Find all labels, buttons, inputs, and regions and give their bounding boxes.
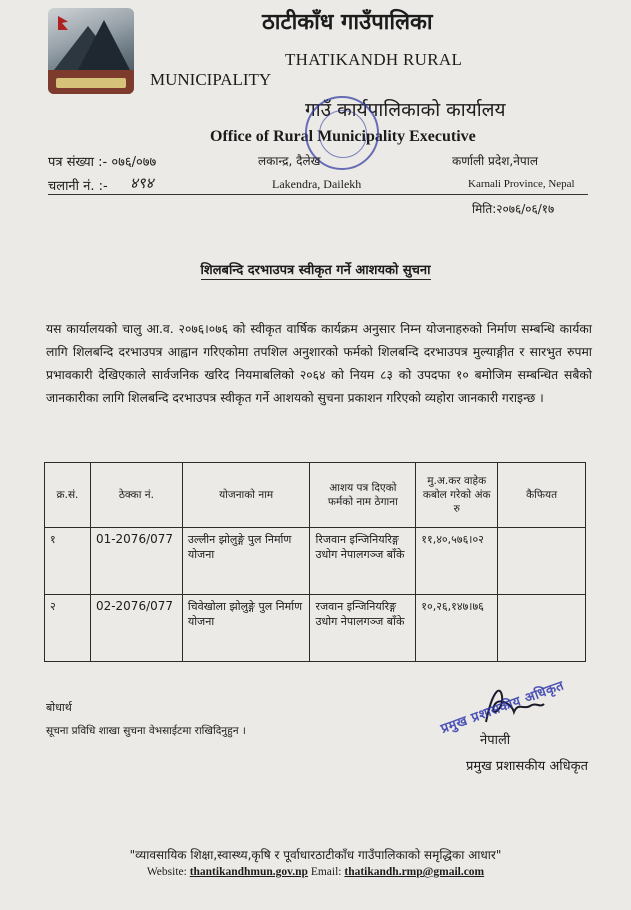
english-title-line1: THATIKANDH RURAL: [285, 50, 463, 69]
cell-sn: २: [45, 595, 91, 662]
table-header-row: [45, 463, 586, 528]
footer-contact: [0, 866, 631, 878]
notice-subject: [0, 260, 631, 278]
col-header-remarks: कैफियत: [498, 463, 586, 528]
contract-table: [44, 462, 586, 662]
col-header-sn: क्र.सं.: [45, 463, 91, 528]
nepali-province: कर्णाली प्रदेश,नेपाल: [452, 154, 538, 168]
letter-date: मिति:२०७६/०६/१७: [472, 202, 555, 216]
signatory-name: नेपाली: [480, 733, 511, 748]
english-office-title: Office of Rural Municipality Executive: [210, 128, 476, 145]
cell-project-name: चिवेखोला झोलुङ्गे पुल निर्माण योजना: [182, 595, 310, 662]
reference-number: पत्र संख्या :- ०७६/०७७: [48, 155, 157, 170]
cell-sn: १: [45, 528, 91, 595]
cell-amount: ११,४०,५७६।०२: [416, 528, 498, 595]
website-link[interactable]: thantikandhmun.gov.np: [189, 866, 308, 878]
table-row: [45, 528, 586, 595]
cell-contract-no: 02-2076/077: [90, 595, 182, 662]
municipality-emblem: [48, 8, 134, 94]
email-link[interactable]: thatikandh.rmp@gmail.com: [344, 866, 485, 878]
subject-text: शिलबन्दि दरभाउपत्र स्वीकृत गर्ने आशयको सुचना: [200, 263, 431, 278]
english-province: Karnali Province, Nepal: [468, 178, 575, 190]
col-header-firm: आशय पत्र दिएको फर्मको नाम ठेगाना: [310, 463, 416, 528]
nepali-municipality-title: ठाटीकाँध गाउँपालिका: [262, 9, 433, 35]
nepali-address: लकान्द्र, दैलेख: [258, 154, 321, 168]
officer-stamp: प्रमुख प्रशासकीय अधिकृत: [439, 678, 567, 737]
bodhartha-label: बोधार्थ: [46, 701, 72, 714]
header-divider: [48, 194, 588, 195]
cell-amount: १०,२६,१४७।७६: [416, 595, 498, 662]
cell-remarks: [498, 595, 586, 662]
cell-firm: रजवान इन्जिनियरिङ्ग उधोग नेपालगञ्ज बाँके: [310, 595, 416, 662]
website-label: Website:: [146, 866, 187, 878]
cell-remarks: [498, 528, 586, 595]
signatory-title: प्रमुख प्रशासकीय अधिकृत: [466, 759, 589, 774]
notice-body: यस कार्यालयको चालु आ.व. २०७६।०७६ को स्वीकृत वार्षिक कार्यक्रम अनुसार निम्न योजनाहरुको निर्माण सम्बन्धि कार्यका लागि शिलबन्दि दरभाउपत्र आह्वान गरिएकोमा तपशिल अनुशारको फर्मको शिलबन्दि दरभाउपत्र मुल्याङ्गीत र सारभुत रुपमा प्रभावकारी देखिएकाले सार्वजनिक खरिद नियमाबलिको २०६४ को नियम ८३ को उपदफा १० बमोजिम सम्बन्धित सबैको जानकारीका लागि शिलबन्दि दरभाउपत्र स्वीकृत गर्ने आशयको सुचना प्रकाशन गरिएको व्यहोरा जानकारी गराइन्छ ।: [46, 322, 592, 405]
col-header-project-name: योजनाको नाम: [182, 463, 310, 528]
cell-project-name: उल्लीन झोलुङ्गे पुल निर्माण योजना: [182, 528, 310, 595]
english-title-line2: MUNICIPALITY: [150, 70, 272, 89]
dispatch-label: चलानी नं. :-: [48, 179, 108, 194]
english-address: Lakendra, Dailekh: [272, 177, 362, 191]
table-row: [45, 595, 586, 662]
dispatch-number: ४९४: [130, 174, 154, 192]
col-header-contract-no: ठेक्का नं.: [90, 463, 182, 528]
footer-motto: "व्यावसायिक शिक्षा,स्वास्थ्य,कृषि र पूर्वाधारठाटीकाँध गाउँपालिकाको समृद्धिका आधार": [129, 848, 502, 862]
email-label: Email:: [310, 866, 342, 878]
nepali-office-title: गाउँ कार्यपालिकाको कार्यालय: [305, 99, 506, 121]
col-header-amount: मु.अ.कर वाहेक कबोल गरेको अंक रु: [416, 463, 498, 528]
bodhartha-item: सूचना प्रविधि शाखा सुचना वेभसाईटमा राखिदिनुहुन ।: [46, 725, 246, 737]
cell-contract-no: 01-2076/077: [90, 528, 182, 595]
cell-firm: रिजवान इन्जिनियरिङ्ग उधोग नेपालगञ्ज बाँके: [310, 528, 416, 595]
